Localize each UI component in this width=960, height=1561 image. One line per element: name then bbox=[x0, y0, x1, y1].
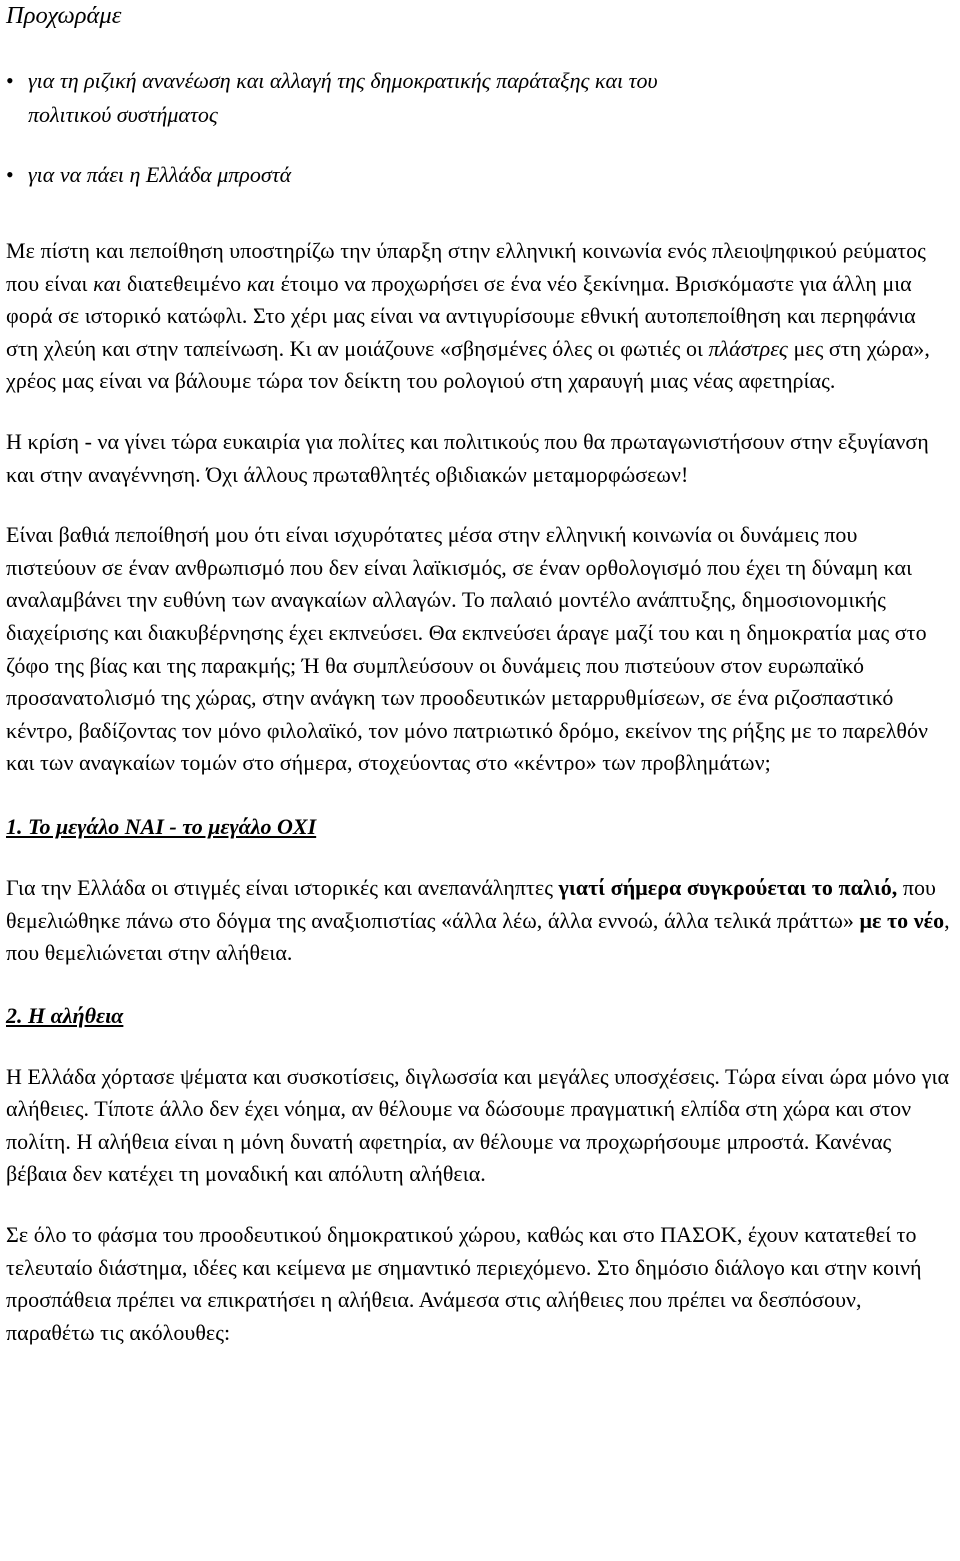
text-run: μες στη χώρα», χρέος μας είναι να βάλουμε τώρα τον δείκτη του ρολογιού στη χαραυγή μιας νέας αφετηρίας. bbox=[6, 335, 930, 394]
bold-text: γιατί σήμερα συγκρούεται το παλιό, bbox=[558, 874, 898, 900]
bold-text: με το νέο bbox=[859, 907, 945, 933]
bullet-icon: • bbox=[6, 162, 14, 187]
intro-paragraph bbox=[6, 235, 952, 398]
section-2-paragraph-1: Η Ελλάδα χόρτασε ψέματα και συσκοτίσεις, διγλωσσία και μεγάλες υποσχέσεις. Τώρα είναι ώρα μόνο για αλήθειες. Τίποτε άλλο δεν έχει νόημα, αν θέλουμε να δώσουμε πραγματική ελπίδα στη χώρα και στον πολίτη. Η αλήθεια είναι η μόνη δυνατή αφετηρία, αν θέλουμε να προχωρήσουμε μπροστά. Κανένας βέβαια δεν κατέχει τη μοναδική και απόλυτη αλήθεια. bbox=[6, 1063, 950, 1187]
text-run: που θεμελιώθηκε πάνω στο δόγμα της αναξιοπιστίας «άλλα λέω, άλλα εννοώ, άλλα τελικά πράττω» bbox=[6, 874, 936, 933]
bullet-text: για να πάει η Ελλάδα μπροστά bbox=[28, 162, 292, 187]
text-run: διατεθειμένο bbox=[121, 270, 247, 296]
list-item bbox=[6, 64, 952, 132]
text-run: Για την Ελλάδα οι στιγμές είναι ιστορικές και ανεπανάληπτες bbox=[6, 874, 559, 900]
section-title-1: 1. Το μεγάλο ΝΑΙ - το μεγάλο ΟΧΙ bbox=[6, 813, 317, 839]
crisis-paragraph: Η κρίση - να γίνει τώρα ευκαιρία για πολίτες και πολιτικούς που θα πρωταγωνιστήσουν στην εξυγίανση και στην αναγέννηση. Όχι άλλους πρωταθλητές οβιδιακών μεταμορφώσεων! bbox=[6, 428, 929, 487]
bullet-icon: • bbox=[6, 68, 14, 93]
text-run: Με πίστη και πεποίθηση υποστηρίζω την ύπαρξη στην ελληνική κοινωνία ενός πλειοψηφικού ρεύματος που είναι bbox=[6, 238, 926, 296]
section-title-2: 2. Η αλήθεια bbox=[6, 1002, 124, 1028]
emphasis-text: πλάστρες bbox=[708, 335, 788, 361]
emphasis-text: και bbox=[246, 270, 276, 296]
bullet-list bbox=[6, 64, 952, 192]
text-run: , που θεμελιώνεται στην αλήθεια. bbox=[6, 907, 950, 966]
bullet-text: για τη ριζική ανανέωση και αλλαγή της δημοκρατικής παράταξης και του bbox=[28, 68, 658, 93]
list-item bbox=[6, 158, 952, 192]
bullet-text: πολιτικού συστήματος bbox=[28, 102, 218, 127]
text-run: έτοιμο να προχωρήσει σε ένα νέο ξεκίνημα. Βρισκόμαστε για άλλη μια φορά σε ιστορικό κατώφλι. Στο χέρι μας είναι να αντιγυρίσουμε εθνική αυτοπεποίθηση και περηφάνια στη χλεύη και στην ταπείνωση. Κι αν μοιάζουνε «σβησμένες όλες οι φωτιές οι bbox=[6, 270, 916, 361]
section-2-paragraph-2: Σε όλο το φάσμα του προοδευτικού δημοκρατικού χώρου, καθώς και στο ΠΑΣΟΚ, έχουν κατατεθεί το τελευταίο διάστημα, ιδέες και κείμενα με σημαντικό περιεχόμενο. Στο δημόσιο διάλογο και στην κοινή προσπάθεια πρέπει να επικρατήσει η αλήθεια. Ανάμεσα στις αλήθειες που πρέπει να δεσπόσουν, παραθέτω τις ακόλουθες: bbox=[6, 1222, 922, 1345]
emphasis-text: και bbox=[93, 270, 122, 296]
document-heading: Προχωράμε bbox=[6, 2, 122, 29]
document-page bbox=[0, 1, 960, 1349]
section-1-paragraph bbox=[6, 872, 952, 970]
conviction-paragraph: Είναι βαθιά πεποίθησή μου ότι είναι ισχυρότατες μέσα στην ελληνική κοινωνία οι δυνάμεις που πιστεύουν σε έναν ανθρωπισμό που δεν είναι λαϊκισμός, σε έναν ορθολογισμό που έχει τη δύναμη και αναλαμβάνει την ευθύνη των αναγκαίων αλλαγών. Το παλαιό μοντέλο ανάπτυξης, δημοσιονομικής διαχείρισης και διακυβέρνησης έχει εκπνεύσει. Θα εκπνεύσει άραγε μαζί του και η δημοκρατία μας στο ζόφο της βίας και της παρακμής; Ή θα συμπλεύσουν οι δυνάμεις που πιστεύουν στον ευρωπαϊκό προσανατολισμό της χώρας, στην ανάγκη των προοδευτικών μεταρρυθμίσεων, σε ένα ριζοσπαστικό κέντρο, βαδίζοντας τον μόνο φιλολαϊκό, τον μόνο πατριωτικό δρόμο, εκείνον της ρήξης με το παρελθόν και των αναγκαίων τομών στο σήμερα, στοχεύοντας στο «κέντρο» των προβλημάτων; bbox=[6, 522, 929, 776]
